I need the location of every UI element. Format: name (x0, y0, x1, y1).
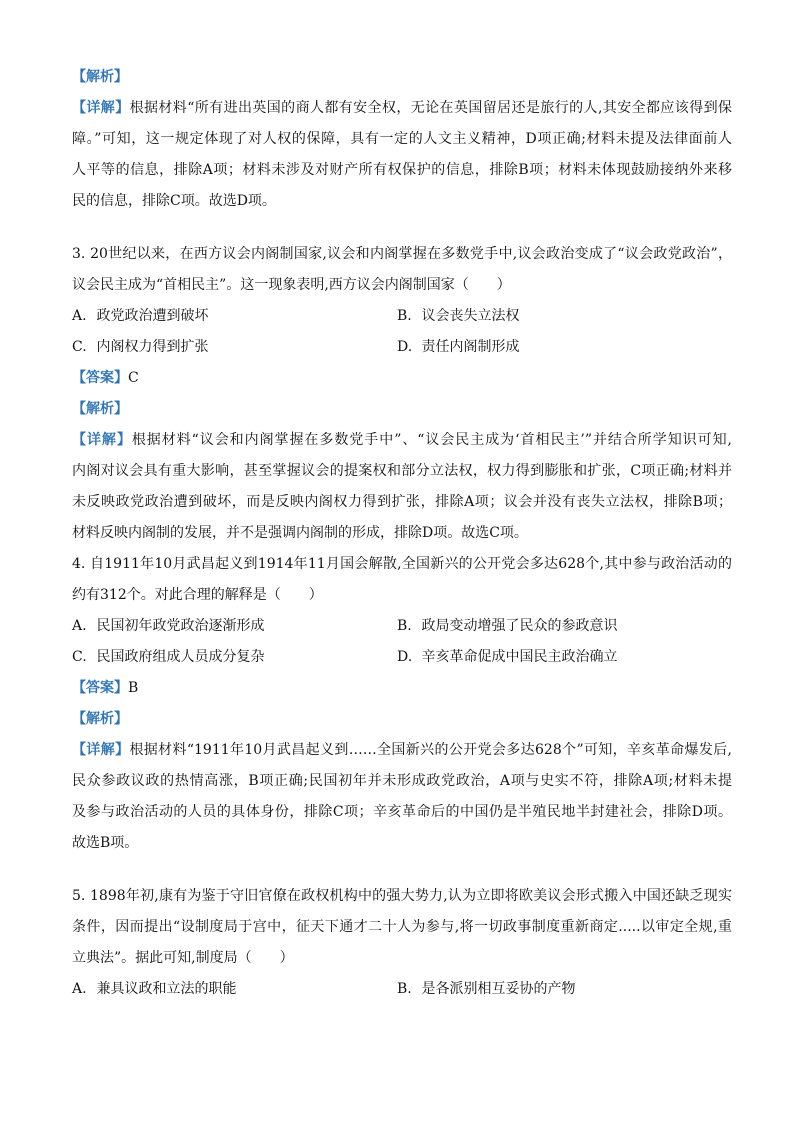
q3-answer (72, 363, 732, 394)
detail-tag: 【详解】 (72, 100, 130, 116)
q4-option-d: D. 辛亥革命促成中国民主政治确立 (397, 649, 618, 665)
q5-option-a: A. 兼具议政和立法的职能 (72, 981, 237, 997)
q3-option-b: B. 议会丧失立法权 (397, 308, 520, 324)
q4-detail-line: 民众参政议政的热情高涨，B项正确;民国初年并未形成政党政治，A项与史实不符，排除A项;材料未提 (72, 773, 732, 789)
q3-options-row (72, 301, 732, 332)
q3-answer-value: C (128, 370, 139, 386)
detail-tag: 【详解】 (72, 742, 130, 758)
q4-analysis-heading (72, 704, 732, 735)
q4-option-c: C. 民国政府组成人员成分复杂 (72, 649, 265, 665)
analysis-tag: 【解析】 (72, 401, 128, 417)
q2-detail-line (72, 93, 732, 124)
q5-stem-line: 立典法”。据此可知,制度局（ ） (72, 950, 294, 966)
q4-stem-line: 约有312个。对此合理的解释是（ ） (72, 587, 323, 603)
q4-option-a: A. 民国初年政党政治逐渐形成 (72, 618, 265, 634)
analysis-tag: 【解析】 (72, 711, 128, 727)
q5-option-b: B. 是各派别相互妥协的产物 (397, 981, 576, 997)
q3-detail-line (72, 425, 732, 456)
q4-stem-line: 4. 自1911年10月武昌起义到1914年11月国会解散,全国新兴的公开党会多达628个,其中参与政治活动的 (72, 556, 732, 572)
answer-tag: 【答案】 (72, 680, 128, 696)
answer-tag: 【答案】 (72, 370, 128, 386)
q5-stem-line: 5. 1898年初,康有为鉴于守旧官僚在政权机构中的强大势力,认为立即将欧美议会形式搬入中国还缺乏现实 (72, 888, 732, 904)
q4-option-b: B. 政局变动增强了民众的参政意识 (397, 618, 618, 634)
q3-detail-line: 材料反映内阁制的发展，并不是强调内阁制的形成，排除D项。故选C项。 (72, 525, 528, 541)
q3-option-d: D. 责任内阁制形成 (397, 339, 520, 355)
q3-option-c: C. 内阁权力得到扩张 (72, 339, 209, 355)
q4-detail-text: 根据材料“1911年10月武昌起义到……全国新兴的公开党会多达628个”可知，辛亥革命爆发后, (129, 742, 732, 758)
q3-detail-line: 内阁对议会具有重大影响，甚至掌握议会的提案权和部分立法权，权力得到膨胀和扩张，C项正确;材料并 (72, 463, 732, 479)
analysis-tag: 【解析】 (72, 69, 128, 85)
q5-options-row (72, 974, 732, 1005)
q4-detail-line (72, 735, 732, 766)
q5-stem-line: 条件，因而提出“设制度局于宫中，征天下通才二十人为参与,将一切政事制度重新商定.....以审定全规,重 (72, 919, 732, 935)
q4-options-row (72, 611, 732, 642)
q4-detail-line: 及参与政治活动的人员的具体身份，排除C项；辛亥革命后的中国仍是半殖民地半封建社会，排除D项。 (72, 804, 732, 820)
q2-detail-text: 根据材料“所有进出英国的商人都有安全权，无论在英国留居还是旅行的人,其安全都应该得到保 (129, 100, 733, 116)
q2-detail-line: 民的信息，排除C项。故选D项。 (72, 193, 276, 209)
q4-answer (72, 673, 732, 704)
q4-detail-line: 故选B项。 (72, 835, 139, 851)
detail-tag: 【详解】 (72, 432, 132, 448)
q3-stem-line: 议会民主成为“首相民主”。这一现象表明,西方议会内阁制国家（ ） (72, 277, 511, 293)
q3-options-row (72, 332, 732, 363)
q2-analysis-heading (72, 62, 732, 93)
q2-detail-line: 障。”可知，这一规定体现了对人权的保障，具有一定的人文主义精神，D项正确;材料未提及法律面前人 (72, 131, 732, 147)
q3-analysis-heading (72, 394, 732, 425)
q2-detail-line: 人平等的信息，排除A项；材料未涉及对财产所有权保护的信息，排除B项；材料未体现鼓励接纳外来移 (72, 162, 732, 178)
document-page (72, 62, 732, 1005)
q3-detail-line: 未反映政党政治遭到破坏，而是反映内阁权力得到扩张，排除A项；议会并没有丧失立法权，排除B项； (72, 494, 732, 510)
q4-answer-value: B (128, 680, 139, 696)
q3-stem-line: 3. 20世纪以来，在西方议会内阁制国家,议会和内阁掌握在多数党手中,议会政治变成了“议会政党政治”， (72, 246, 732, 262)
q3-detail-text: 根据材料“议会和内阁掌握在多数党手中”、“议会民主成为‘首相民主’”并结合所学知识可知, (131, 432, 732, 448)
q3-option-a: A. 政党政治遭到破坏 (72, 308, 209, 324)
q4-options-row (72, 642, 732, 673)
